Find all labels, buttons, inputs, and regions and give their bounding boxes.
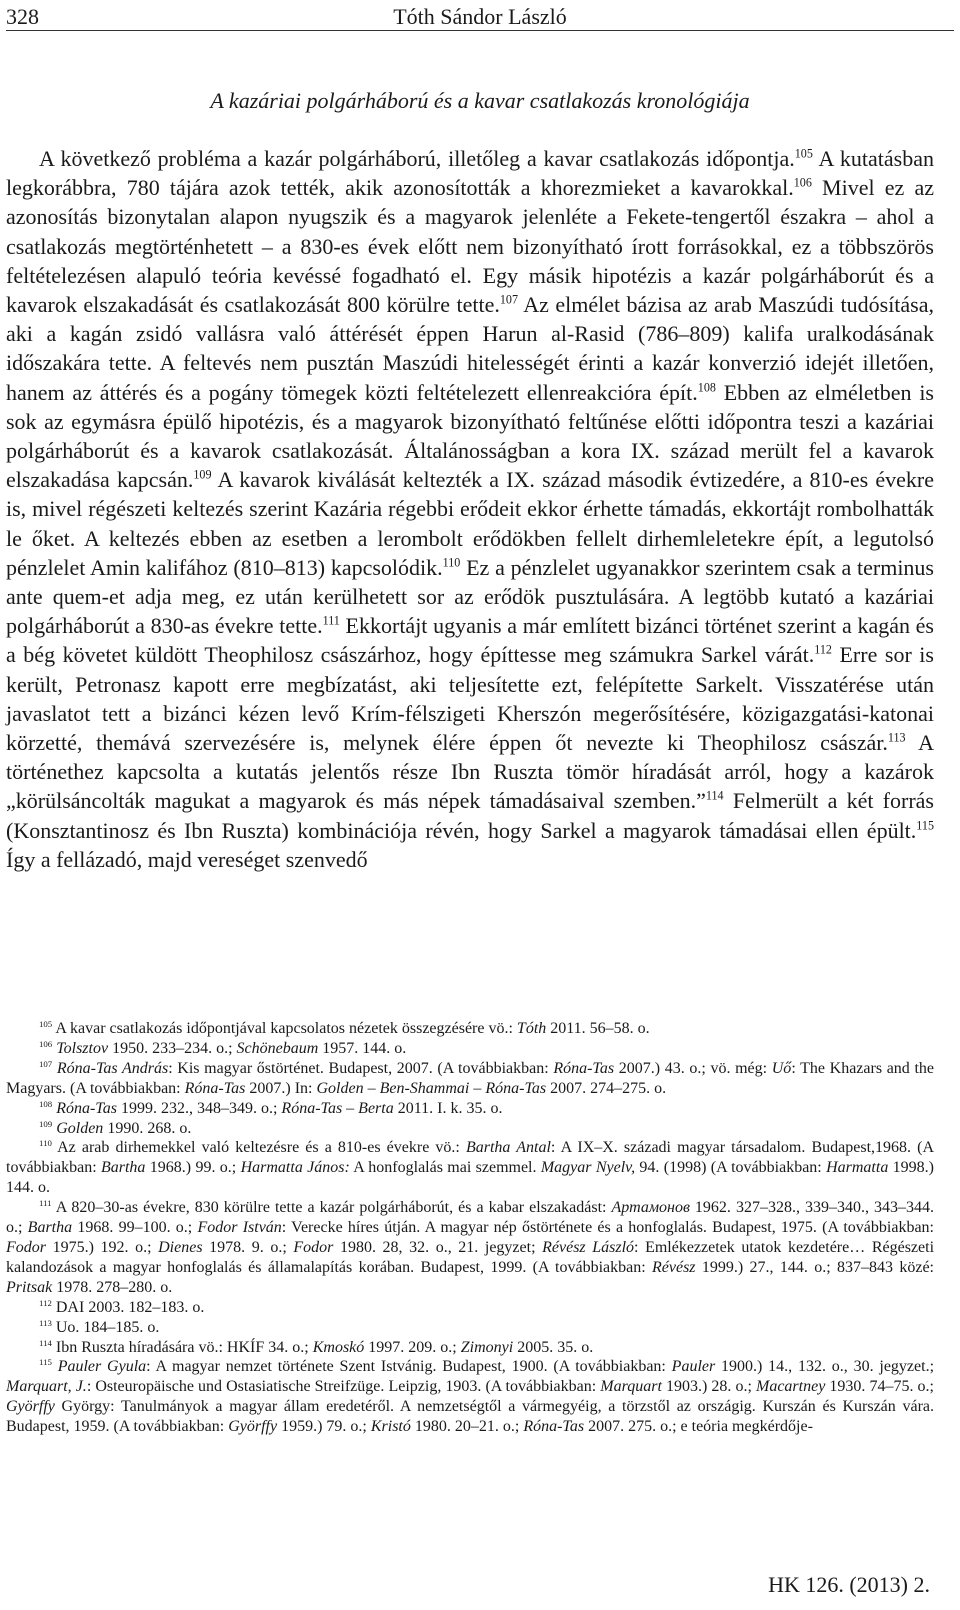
italic-text: Артамонов — [611, 1199, 690, 1217]
text-run: 2011. I. k. 35. o. — [393, 1099, 503, 1117]
journal-reference: HK 126. (2013) 2. — [768, 1572, 930, 1597]
text-run: 2007. 274–275. o. — [546, 1079, 667, 1097]
footnote-marker: 109 — [39, 1118, 53, 1129]
italic-text: Harmatta János: — [240, 1159, 350, 1177]
text-run: A honfoglalás mai szemmel. — [349, 1159, 541, 1177]
italic-text: Harmatta — [826, 1159, 889, 1177]
italic-text: Magyar Nyelv, — [540, 1159, 636, 1177]
italic-text: Fodor — [293, 1238, 334, 1256]
italic-text: Marquart, J. — [6, 1378, 87, 1396]
footnote-marker: 111 — [39, 1198, 52, 1208]
italic-text: Kristó — [370, 1418, 411, 1436]
text-run: : Kis magyar őstörténet. Budapest, 2007. (A továbbiakban: — [168, 1059, 554, 1077]
italic-text: Róna-Tas — [553, 1059, 615, 1077]
footnote-marker: 114 — [39, 1337, 52, 1348]
text-run: 2005. 35. o. — [513, 1338, 594, 1356]
italic-text: Róna-Tas — [184, 1079, 246, 1097]
text-run: 2007. 275. o.; e teória megkérdője- — [584, 1418, 813, 1436]
text-run: 1950. 233–234. o.; — [108, 1039, 237, 1057]
running-header — [6, 4, 954, 31]
italic-text: Uő — [771, 1059, 792, 1077]
italic-text: Bartha Antal — [465, 1139, 551, 1157]
italic-text: Róna-Tas András — [56, 1059, 169, 1077]
italic-text: Marquart — [600, 1378, 662, 1396]
text-run: 1999. 232., 348–349. o.; — [116, 1099, 282, 1117]
text-run: A kavarok kiválását keltezték a IX. század második évtizedére, a 810-es évekre is, mivel régészeti keltezés szerint Kazária régebbi erődeit ekkor érhette támadás, ekkortájt rombolhatták le őket. A keltezés ebben az esetben a lerombolt erődökben fellelt dirhemleletekre épít, a legutolsó pénzlelet Amin kalifához (810–813) kapcsolódik. — [6, 467, 934, 580]
italic-text: Györffy — [228, 1418, 278, 1436]
footnote-marker: 106 — [793, 175, 812, 190]
italic-text: Bartha — [100, 1159, 146, 1177]
footnote — [6, 1298, 934, 1318]
text-run: A kutatásban legkorábbra, 780 tájára azok tették, akik azonosították a khorezmieket a kavarokkal. — [6, 146, 934, 201]
text-run: 1999.) 27., 144. o.; 837–843 közé: — [695, 1258, 934, 1276]
footnote-marker: 113 — [887, 730, 906, 745]
footnote — [6, 1039, 934, 1059]
italic-text: Kmoskó — [312, 1338, 365, 1356]
text-run: Az arab dirhemekkel való keltezésre és a 810-es évekre vö.: — [51, 1139, 466, 1157]
italic-text: Tóth — [516, 1020, 547, 1037]
italic-text: Róna-Tas — [523, 1418, 585, 1436]
italic-text: Schönebaum — [236, 1039, 319, 1057]
italic-text: Bartha — [27, 1219, 73, 1237]
italic-text: Pauler Gyula — [57, 1358, 147, 1376]
text-run: Ez a pénzlelet ugyanakkor szerintem csak a terminus ante quem-et adja meg, ez után kerülhetett sor az erődök pusztulására. A legtöbb kutató a kazáriai polgárháborút a 830-as évekre tette. — [6, 554, 934, 639]
footnote-marker: 115 — [916, 818, 934, 833]
text-run: Uo. 184–185. o. — [51, 1318, 160, 1336]
text-run: Erre sor is került, Petronasz kapott erre megbízatást, aki teljesítette ezt, felépítette Sarkelt. Visszatérése után javaslatot tett a bizánci kézen levő Krím-félszigeti Kherszón megerősítésére, közigazgatási-katonai körzetté, themává szervezésére is, melynek élére éppen őt nevezte ki Theophilosz császár. — [6, 642, 934, 756]
text-run: A 820–30-as évekre, 830 körülre tette a kazár polgárháborút, és a kabar elszakadást: — [51, 1199, 612, 1217]
footnote-marker: 110 — [39, 1138, 52, 1149]
text-run: 1930. 74–75. o.; — [825, 1378, 934, 1396]
footnote-marker: 108 — [39, 1098, 53, 1109]
text-run: 1903.) 28. o.; — [661, 1378, 756, 1396]
footnote — [6, 1099, 934, 1119]
text-run: A következő probléma a kazár polgárháború, illetőleg a kavar csatlakozás időpontja. — [39, 146, 795, 171]
text-run: 1900.) 14., 132. o., 30. jegyzet.; — [715, 1358, 935, 1376]
footnote — [6, 1338, 934, 1358]
italic-text: Révész László — [542, 1238, 635, 1256]
text-run: 94. (1998) (A továbbiakban: — [635, 1159, 827, 1177]
footnote — [6, 1059, 934, 1099]
footnote-marker: 105 — [794, 146, 813, 161]
italic-text: Róna-Tas — [56, 1099, 117, 1117]
text-run: 1998.) 144. o. — [6, 1159, 934, 1197]
text-run: : A magyar nemzet története Szent Istvánig. Budapest, 1900. (A továbbiakban: — [146, 1358, 672, 1376]
text-run: 1957. 144. o. — [318, 1039, 407, 1057]
footnote-marker: 113 — [39, 1317, 52, 1328]
italic-text: Golden — [56, 1119, 104, 1137]
italic-text: Fodor István — [197, 1219, 282, 1237]
text-run: 1990. 268. o. — [103, 1119, 192, 1137]
running-author: Tóth Sándor László — [393, 4, 567, 29]
italic-text: Révész — [652, 1258, 696, 1276]
text-run: 1978. 9. o.; — [202, 1238, 294, 1256]
italic-text: Pauler — [671, 1358, 716, 1376]
footnote-marker: 112 — [39, 1297, 52, 1308]
text-run: DAI 2003. 182–183. o. — [51, 1298, 205, 1316]
footnote — [6, 1357, 934, 1437]
text-run: 1959.) 79. o.; — [277, 1418, 371, 1436]
text-run: Ebben az elméletben is sok az egymásra épülő hipotézis, és a magyarok bizonyítható feltűnése előtti időpontra teszi a kazáriai polgárháborút és a kavarok csatlakozását. Általánosságban a kora IX. század merült fel a kavarok elszakadása kapcsán. — [6, 379, 934, 493]
section-title: A kazáriai polgárháború és a kavar csatlakozás kronológiája — [210, 88, 750, 113]
text-run: Mivel ez az azonosítás bizonytalan alapon nyugszik és a magyarok jelenléte a Fekete-tengertől északra – ahol a csatlakozás megtörténhetett – a 830-es évek előtt nem bizonyítható írott forrásokkal, ez a többszörös feltételezésen alapuló teória kevéssé fogadható el. Egy másik hipotézis a kazár polgárháborút és a kavarok elszakadását és csatlakozását 800 körülre tette. — [6, 175, 934, 318]
text-run: A történethez kapcsolta a kutatás jelentős része Ibn Ruszta tömör híradását arról, hogy a kazárok „körülsáncolták magukat a magyarok és más népek támadásaival szemben.” — [6, 730, 934, 814]
text-run: Az elmélet bázisa az arab Maszúdi tudósítása, aki a kagán zsidó vallásra való áttérését éppen Harun al-Rasid (786–809) kalifa uralkodásának időszakára tette. A feltevés nem pusztán Maszúdi hitelességét érinti a kazár konverzió idejét illetően, hanem az áttérés és a pogány tömegek közti feltételezett ellenreakcióra épít. — [6, 292, 935, 405]
italic-text: Tolsztov — [56, 1039, 109, 1057]
text-run: 1978. 278–280. o. — [52, 1278, 173, 1296]
page-number: 328 — [6, 4, 39, 29]
italic-text: Pritsak — [6, 1278, 53, 1296]
text-run: 2011. 56–58. o. — [546, 1020, 650, 1037]
text-run: 1962. 327–328., 339–340., 343–344. o.; — [6, 1199, 935, 1237]
footnote — [6, 1198, 934, 1298]
text-run: Felmerült a két forrás (Konsztantinosz és Ibn Ruszta) kombinációja révén, hogy Sarkel a magyarok támadásai ellen épült. — [6, 788, 934, 843]
text-run: : The Khazars and the Magyars. (A továbbiakban: — [6, 1059, 934, 1097]
text-run: 2007.) 43. o.; vö. még: — [614, 1059, 772, 1077]
footnote-marker: 107 — [499, 292, 518, 307]
italic-text: Róna-Tas – Berta — [281, 1099, 394, 1117]
footnote-marker: 106 — [39, 1038, 53, 1049]
text-run: A kavar csatlakozás időpontjával kapcsolatos nézetek összegzésére vö.: — [52, 1020, 517, 1037]
text-run: Ibn Ruszta híradására vö.: HKÍF 34. o.; — [51, 1338, 313, 1356]
footnotes — [6, 1019, 934, 1437]
footnote-marker: 105 — [39, 1018, 53, 1029]
footnote — [6, 1019, 934, 1039]
text-run: 1980. 20–21. o.; — [410, 1418, 524, 1436]
footnote — [6, 1318, 934, 1338]
body-text — [6, 144, 934, 874]
text-run: 1968. 99–100. o.; — [72, 1219, 198, 1237]
text-run: 1997. 209. o.; — [364, 1338, 461, 1356]
footnote-marker: 114 — [705, 789, 724, 803]
footnote-marker: 109 — [193, 467, 212, 482]
text-run: Ekkortájt ugyanis a már említett bizánci történet szerint a kagán és a bég követet küldött Theophilosz császárhoz, hogy építtesse meg számukra Sarkel várát. — [6, 613, 934, 668]
text-run: : A IX–X. századi magyar társadalom. Budapest,1968. (A továbbiakban: — [6, 1139, 935, 1177]
footnote-marker: 111 — [322, 613, 340, 628]
footnote — [6, 1119, 934, 1139]
footnote-marker: 110 — [442, 555, 461, 570]
body-paragraph — [6, 144, 934, 874]
footnote-marker: 107 — [39, 1058, 53, 1069]
text-run: Így a fellázadó, majd vereséget szenvedő — [6, 846, 368, 872]
italic-text: Dienes — [158, 1238, 203, 1256]
text-run: 1980. 28, 32. o., 21. jegyzet; — [333, 1238, 543, 1256]
italic-text: Golden – Ben-Shammai – Róna-Tas — [316, 1079, 547, 1097]
text-run: György: Tanulmányok a magyar állam eredetéről. A nemzetségtől a vármegyéig, a törzstől az országig. Kurszán és Kurszán vára. Budapest, 1959. (A továbbiakban: — [6, 1398, 934, 1436]
text-run: 1968.) 99. o.; — [145, 1159, 241, 1177]
text-run: 2007.) In: — [245, 1079, 317, 1097]
text-run: : Emlékezzetek utatok kezdetére… Régészeti kalandozások a magyar honfoglalás és államalapítás korában. Budapest, 1999. (A továbbiakban: — [6, 1238, 935, 1276]
italic-text: Macartney — [756, 1378, 826, 1396]
text-run: : Verecke híres útján. A magyar nép őstörténete és a honfoglalás. Budapest, 1975. (A továbbiakban: — [281, 1219, 934, 1237]
footnote-marker: 112 — [814, 642, 832, 657]
footnote-marker: 115 — [39, 1357, 52, 1368]
text-run: : Osteuropäische und Ostasiatische Streifzüge. Leipzig, 1903. (A továbbiakban: — [86, 1378, 601, 1396]
italic-text: Zimonyi — [460, 1338, 514, 1356]
italic-text: Fodor — [6, 1238, 46, 1256]
footnote-marker: 108 — [697, 380, 716, 395]
footnote — [6, 1138, 934, 1198]
text-run: 1975.) 192. o.; — [46, 1238, 159, 1256]
italic-text: Györffy — [6, 1398, 55, 1416]
